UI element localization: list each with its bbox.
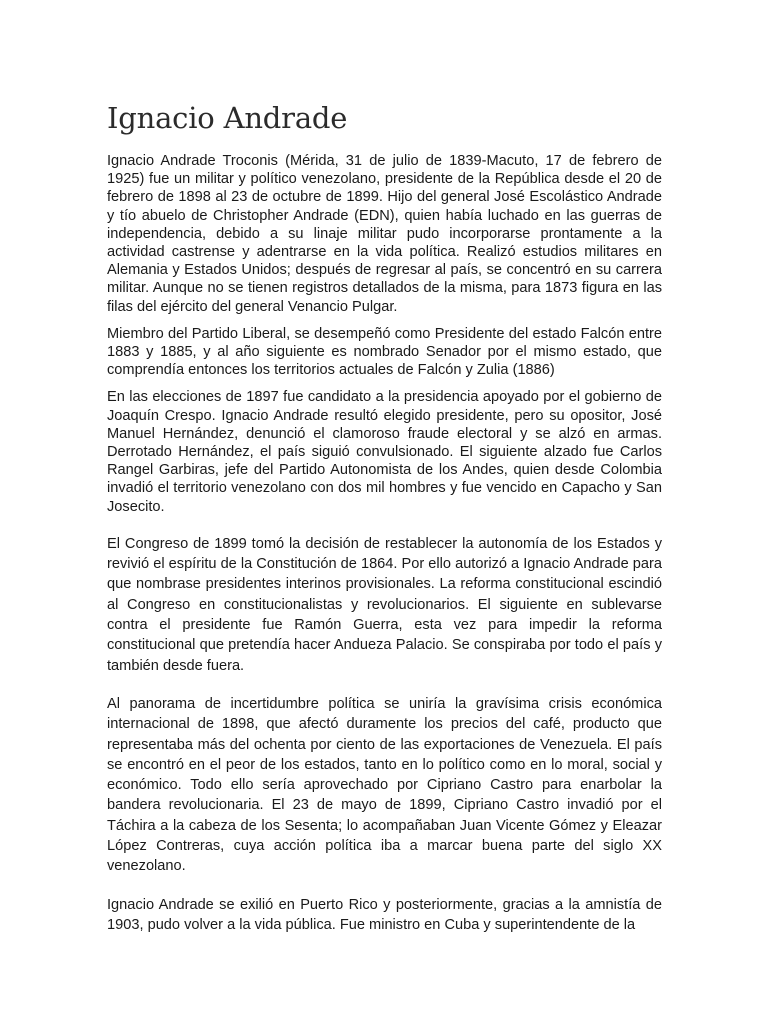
paragraph-2: Miembro del Partido Liberal, se desempeñó como Presidente del estado Falcón entre 1883 y 1885, y al año siguiente es nombrado Senador por el mismo estado, que comprendía entonces los territorios actuales de Falcón y Zulia (1886) xyxy=(107,325,662,379)
document-title: Ignacio Andrade xyxy=(107,101,348,135)
paragraph-1: Ignacio Andrade Troconis (Mérida, 31 de julio de 1839-Macuto, 17 de febrero de 1925) fue un militar y político venezolano, presidente de la República desde el 20 de febrero de 1898 al 23 de octubre de 1899. Hijo del general José Escolástico Andrade y tío abuelo de Christopher Andrade (EDN), quien había luchado en las guerras de independencia, debido a su linaje militar pudo incorporarse prontamente a la actividad castrense y adentrarse en la vida política. Realizó estudios militares en Alemania y Estados Unidos; después de regresar al país, se concentró en su carrera militar. Aunque no se tienen registros detallados de la misma, para 1873 figura en las filas del ejército del general Venancio Pulgar. xyxy=(107,153,662,315)
paragraph-4: El Congreso de 1899 tomó la decisión de restablecer la autonomía de los Estados y revivió el espíritu de la Constitución de 1864. Por ello autorizó a Ignacio Andrade para que nombrase presidentes interinos provisionales. La reforma constitucional escindió al Congreso en constitucionalistas y revolucionarios. El siguiente en sublevarse contra el presidente fue Ramón Guerra, esta vez para impedir la reforma constitucional que pretendía hacer Andueza Palacio. Se conspiraba por todo el país y también desde fuera. xyxy=(107,535,662,674)
paragraph-3: En las elecciones de 1897 fue candidato a la presidencia apoyado por el gobierno de Joaquín Crespo. Ignacio Andrade resultó elegido presidente, pero su opositor, José Manuel Hernández, denunció el clamoroso fraude electoral y se alzó en armas. Derrotado Hernández, el país siguió convulsionado. El siguiente alzado fue Carlos Rangel Garbiras, jefe del Partido Autonomista de los Andes, quien desde Colombia invadió el territorio venezolano con dos mil hombres y fue vencido en Capacho y San Josecito. xyxy=(107,389,662,515)
document-page xyxy=(107,96,662,935)
paragraph-6: Ignacio Andrade se exilió en Puerto Rico y posteriormente, gracias a la amnistía de 1903, pudo volver a la vida pública. Fue ministro en Cuba y superintendente de la xyxy=(107,896,662,933)
paragraph-5: Al panorama de incertidumbre política se uniría la gravísima crisis económica internacional de 1898, que afectó duramente los precios del café, producto que representaba más del ochenta por ciento de las exportaciones de Venezuela. El país se encontró en el peor de los estados, tanto en lo político como en lo moral, social y económico. Todo ello sería aprovechado por Cipriano Castro para enarbolar la bandera revolucionaria. El 23 de mayo de 1899, Cipriano Castro invadió por el Táchira a la cabeza de los Sesenta; lo acompañaban Juan Vicente Gómez y Eleazar López Contreras, cuya acción política iba a marcar buena parte del siglo XX venezolano. xyxy=(107,695,662,875)
